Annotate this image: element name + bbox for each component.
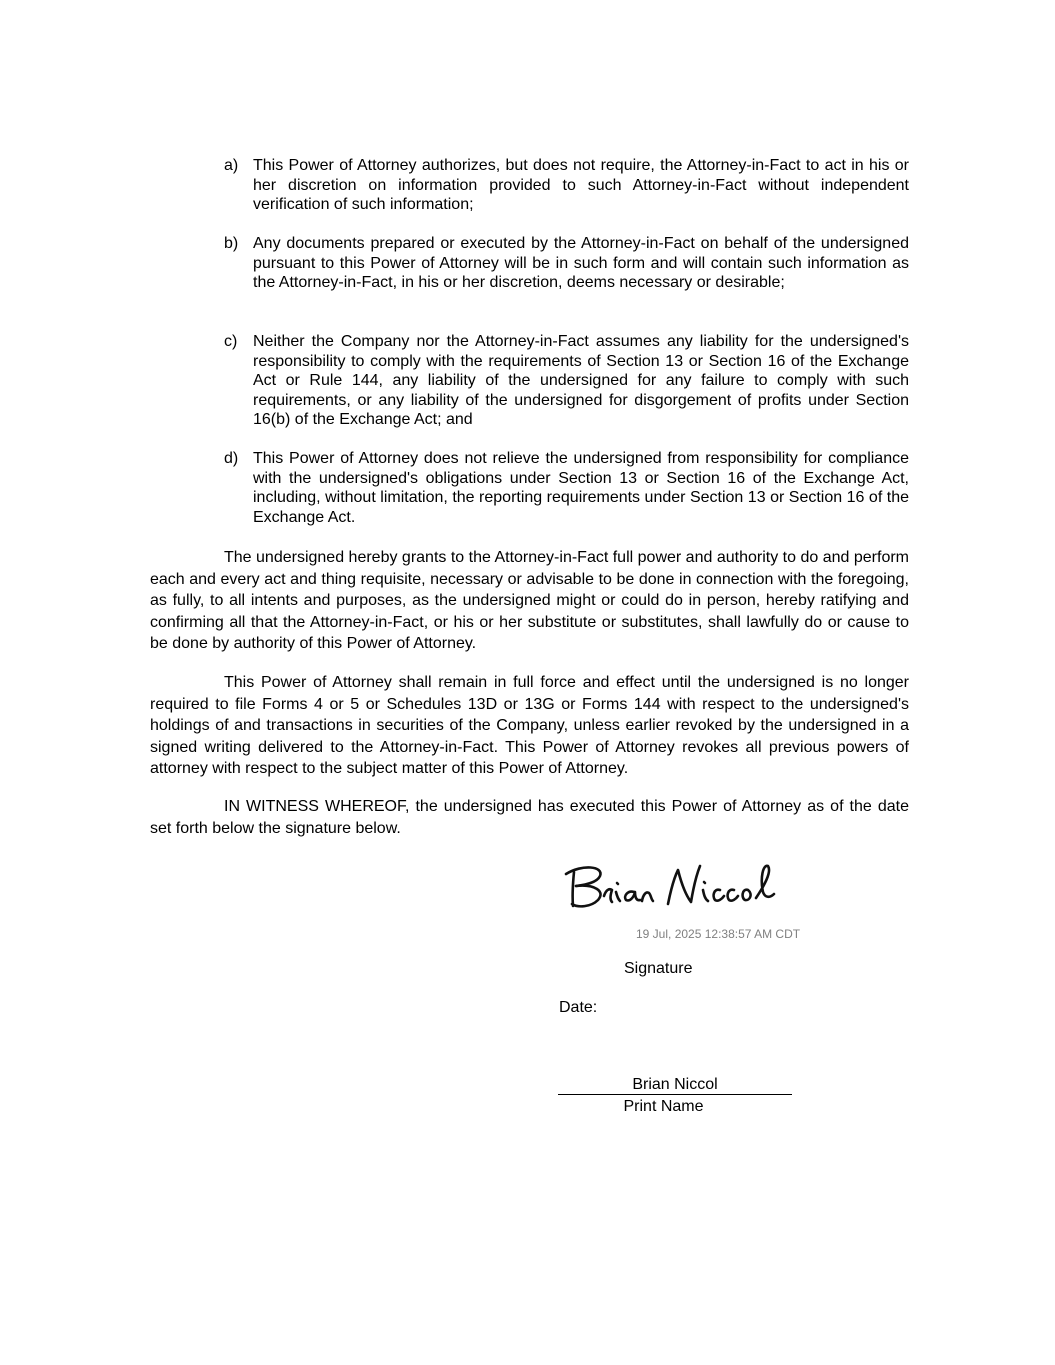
list-marker: b) [224,235,239,252]
grant-of-authority-paragraph: The undersigned hereby grants to the Attorney-in-Fact full power and authority to do and perform each and every act and thing requisite, necessary or advisable to be done in connection with the foregoing, as fully, to all intents and purposes, as the undersigned might or could do in person, hereby ratifying and confirming all that the Attorney-in-Fact, or his or her substitute or substitutes, shall lawfully do or cause to be done by authority of this Power of Attorney. [150,549,909,653]
duration-paragraph: This Power of Attorney shall remain in full force and effect until the undersigned is no longer required to file Forms 4 or 5 or Schedules 13D or 13G or Forms 144 with respect to the undersigned's holdings of and transactions in securities of the Company, unless earlier revoked by the undersigned in a signed writing delivered to the Attorney-in-Fact. This Power of Attorney revokes all previous powers of attorney with respect to the subject matter of this Power of Attorney. [150,674,909,778]
signature-caption: Signature [624,960,693,977]
signature-timestamp: 19 Jul, 2025 12:38:57 AM CDT [636,927,801,941]
list-item-text: This Power of Attorney does not relieve the undersigned from responsibility for compliance with the undersigned's obligations under Section 13 or Section 16 of the Exchange Act, including, without limitation, the reporting requirements under Section 13 or Section 16 of the Exchange Act. [253,450,909,526]
print-name-label: Print Name [623,1098,704,1115]
list-marker: a) [224,157,239,174]
handwritten-signature [560,858,800,916]
list-item-text: Neither the Company nor the Attorney-in-Fact assumes any liability for the undersigned's responsibility to comply with the requirements of Section 13 or Section 16 of the Exchange Act or Rule 144, any liability of the undersigned for any failure to comply with such requirements, or any liability of the undersigned for disgorgement of profits under Section 16(b) of the Exchange Act; and [253,333,909,429]
list-item-b [224,234,909,293]
list-item-text: This Power of Attorney authorizes, but does not require, the Attorney-in-Fact to act in his or her discretion on information provided to such Attorney-in-Fact without independent verification of such information; [253,157,909,214]
witness-paragraph: IN WITNESS WHEREOF, the undersigned has executed this Power of Attorney as of the date set forth below the signature below. [150,798,909,837]
list-item-text: Any documents prepared or executed by the Attorney-in-Fact on behalf of the undersigned pursuant to this Power of Attorney will be in such form and will contain such information as the Attorney-in-Fact, in his or her discretion, deems necessary or desirable; [253,235,909,292]
list-item-a [224,156,909,215]
list-item-d [224,449,909,527]
list-marker: d) [224,450,239,467]
list-item-c [224,332,909,430]
printed-name: Brian Niccol [632,1076,718,1093]
date-label: Date: [559,999,598,1016]
printed-name-line [558,1076,792,1095]
list-marker: c) [224,333,238,350]
